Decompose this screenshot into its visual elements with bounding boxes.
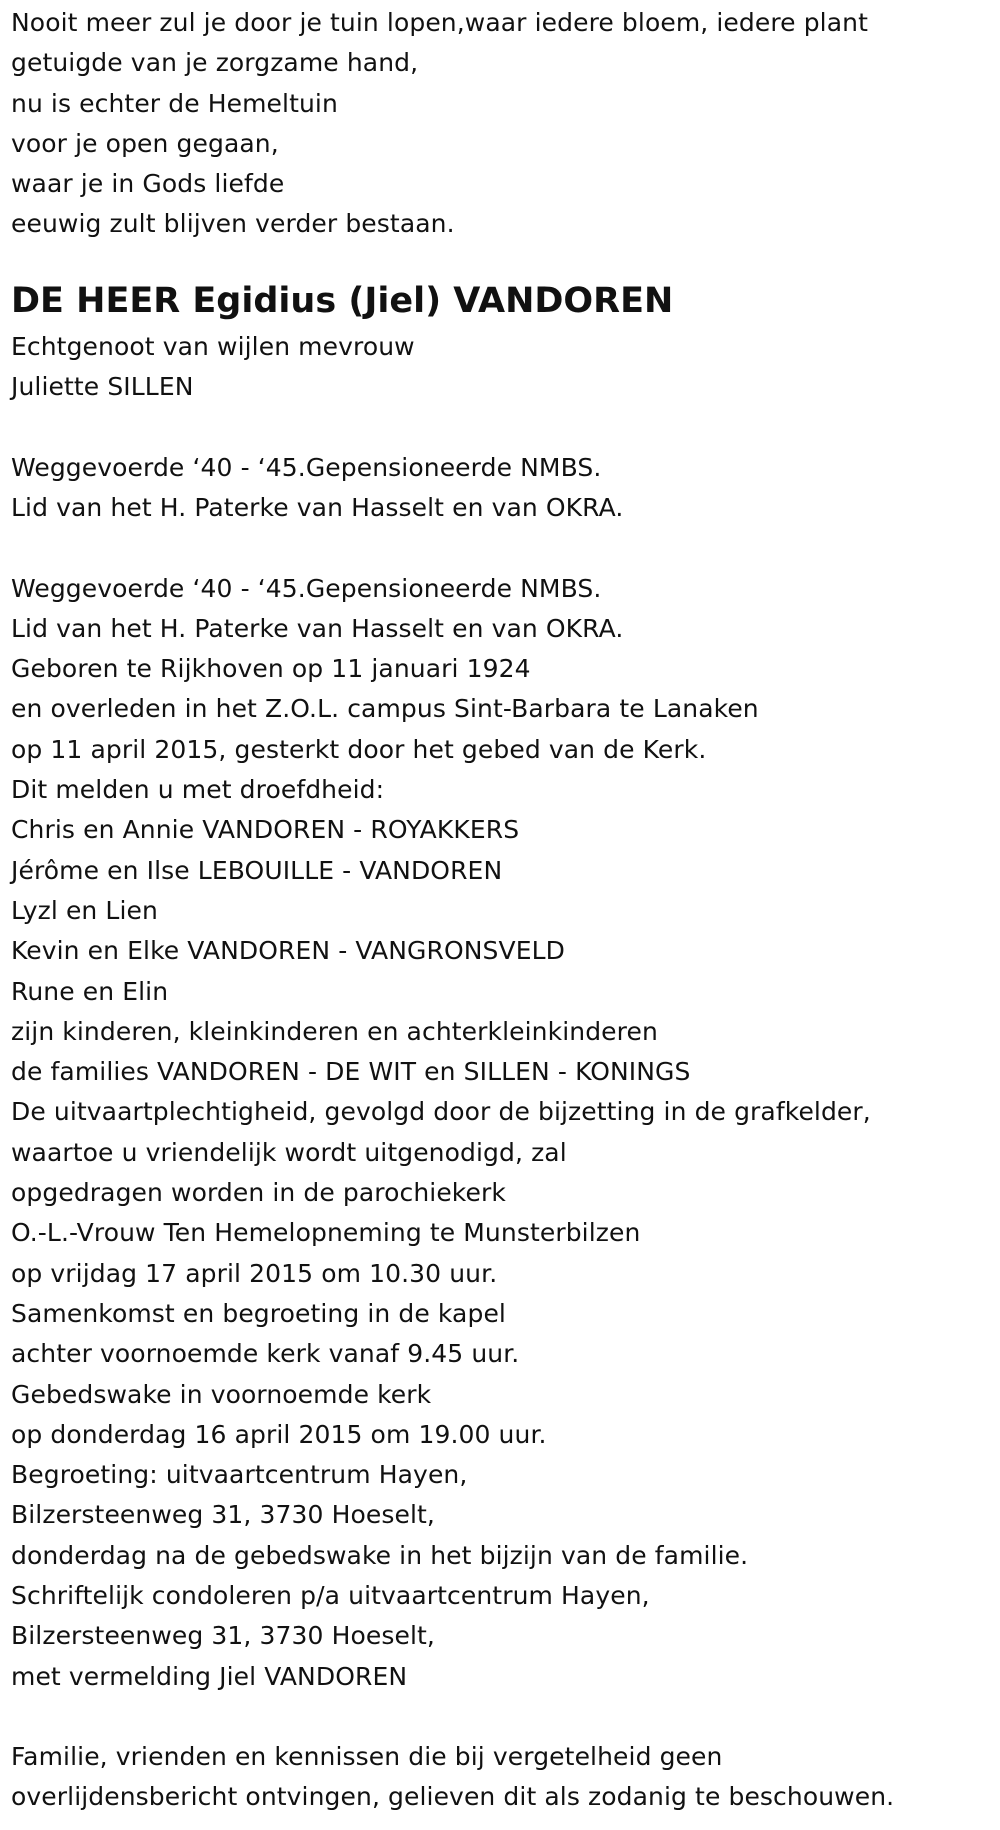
career-line: Lid van het H. Paterke van Hasselt en van OKRA. (11, 492, 624, 522)
body-line: donderdag na de gebedswake in het bijzijn van de familie. (11, 1540, 749, 1570)
closing-note (11, 1737, 991, 1818)
body-line: Samenkomst en begroeting in de kapel (11, 1298, 506, 1328)
body-line: Begroeting: uitvaartcentrum Hayen, (11, 1460, 468, 1490)
body-line: Gebedswake in voornoemde kerk (11, 1379, 432, 1409)
body-line: Bilzersteenweg 31, 3730 Hoeselt, (11, 1621, 435, 1651)
body-line: zijn kinderen, kleinkinderen en achterkleinkinderen (11, 1016, 658, 1046)
body-line: Rune en Elin (11, 976, 169, 1006)
poem-line: Nooit meer zul je door je tuin lopen,waar iedere bloem, iedere plant (11, 8, 868, 37)
poem-line: waar je in Gods liefde (11, 169, 285, 199)
body-line: achter voornoemde kerk vanaf 9.45 uur. (11, 1339, 520, 1369)
body-line: Lid van het H. Paterke van Hasselt en van OKRA. (11, 613, 624, 643)
spacer (11, 528, 991, 568)
closing-line: Familie, vrienden en kennissen die bij vergetelheid geen (11, 1742, 723, 1772)
spacer (11, 407, 991, 447)
body-line: Kevin en Elke VANDOREN - VANGRONSVELD (11, 936, 565, 966)
body-line: Weggevoerde ‘40 - ‘45.Gepensioneerde NMBS. (11, 573, 602, 603)
poem-line: nu is echter de Hemeltuin (11, 88, 338, 118)
body-line: Geboren te Rijkhoven op 11 januari 1924 (11, 654, 531, 684)
career-line: Weggevoerde ‘40 - ‘45.Gepensioneerde NMBS. (11, 452, 602, 482)
poem-line: voor je open gegaan, (11, 128, 279, 158)
poem (11, 3, 991, 245)
body-line: Chris en Annie VANDOREN - ROYAKKERS (11, 815, 520, 845)
body-line: O.-L.-Vrouw Ten Hemelopneming te Munsterbilzen (11, 1218, 641, 1248)
body-line: Bilzersteenweg 31, 3730 Hoeselt, (11, 1500, 435, 1530)
spouse-line: Echtgenoot van wijlen mevrouw (11, 331, 415, 361)
body-line: Lyzl en Lien (11, 895, 158, 925)
career-info (11, 448, 991, 529)
poem-line: getuigde van je zorgzame hand, (11, 48, 419, 78)
body-line: Dit melden u met droefdheid: (11, 775, 385, 805)
body-line: opgedragen worden in de parochiekerk (11, 1178, 506, 1208)
closing-line: overlijdensbericht ontvingen, gelieven dit als zodanig te beschouwen. (11, 1782, 895, 1812)
body-line: en overleden in het Z.O.L. campus Sint-Barbara te Lanaken (11, 694, 759, 724)
obituary-notice (11, 3, 991, 1818)
notice-body (11, 569, 991, 1697)
body-line: op vrijdag 17 april 2015 om 10.30 uur. (11, 1258, 498, 1288)
poem-line: eeuwig zult blijven verder bestaan. (11, 209, 455, 239)
body-line: op donderdag 16 april 2015 om 19.00 uur. (11, 1419, 547, 1449)
spouse-line: Juliette SILLEN (11, 372, 194, 402)
body-line: met vermelding Jiel VANDOREN (11, 1661, 408, 1691)
body-line: Jérôme en Ilse LEBOUILLE - VANDOREN (11, 855, 503, 885)
deceased-name-heading: DE HEER Egidius (Jiel) VANDOREN (11, 280, 674, 321)
body-line: waartoe u vriendelijk wordt uitgenodigd, zal (11, 1137, 567, 1167)
body-line: De uitvaartplechtigheid, gevolgd door de bijzetting in de grafkelder, (11, 1097, 871, 1127)
body-line: Schriftelijk condoleren p/a uitvaartcentrum Hayen, (11, 1580, 650, 1610)
spacer (11, 1697, 991, 1737)
spouse-info (11, 327, 991, 408)
body-line: op 11 april 2015, gesterkt door het gebed van de Kerk. (11, 734, 707, 764)
body-line: de families VANDOREN - DE WIT en SILLEN - KONINGS (11, 1057, 691, 1087)
